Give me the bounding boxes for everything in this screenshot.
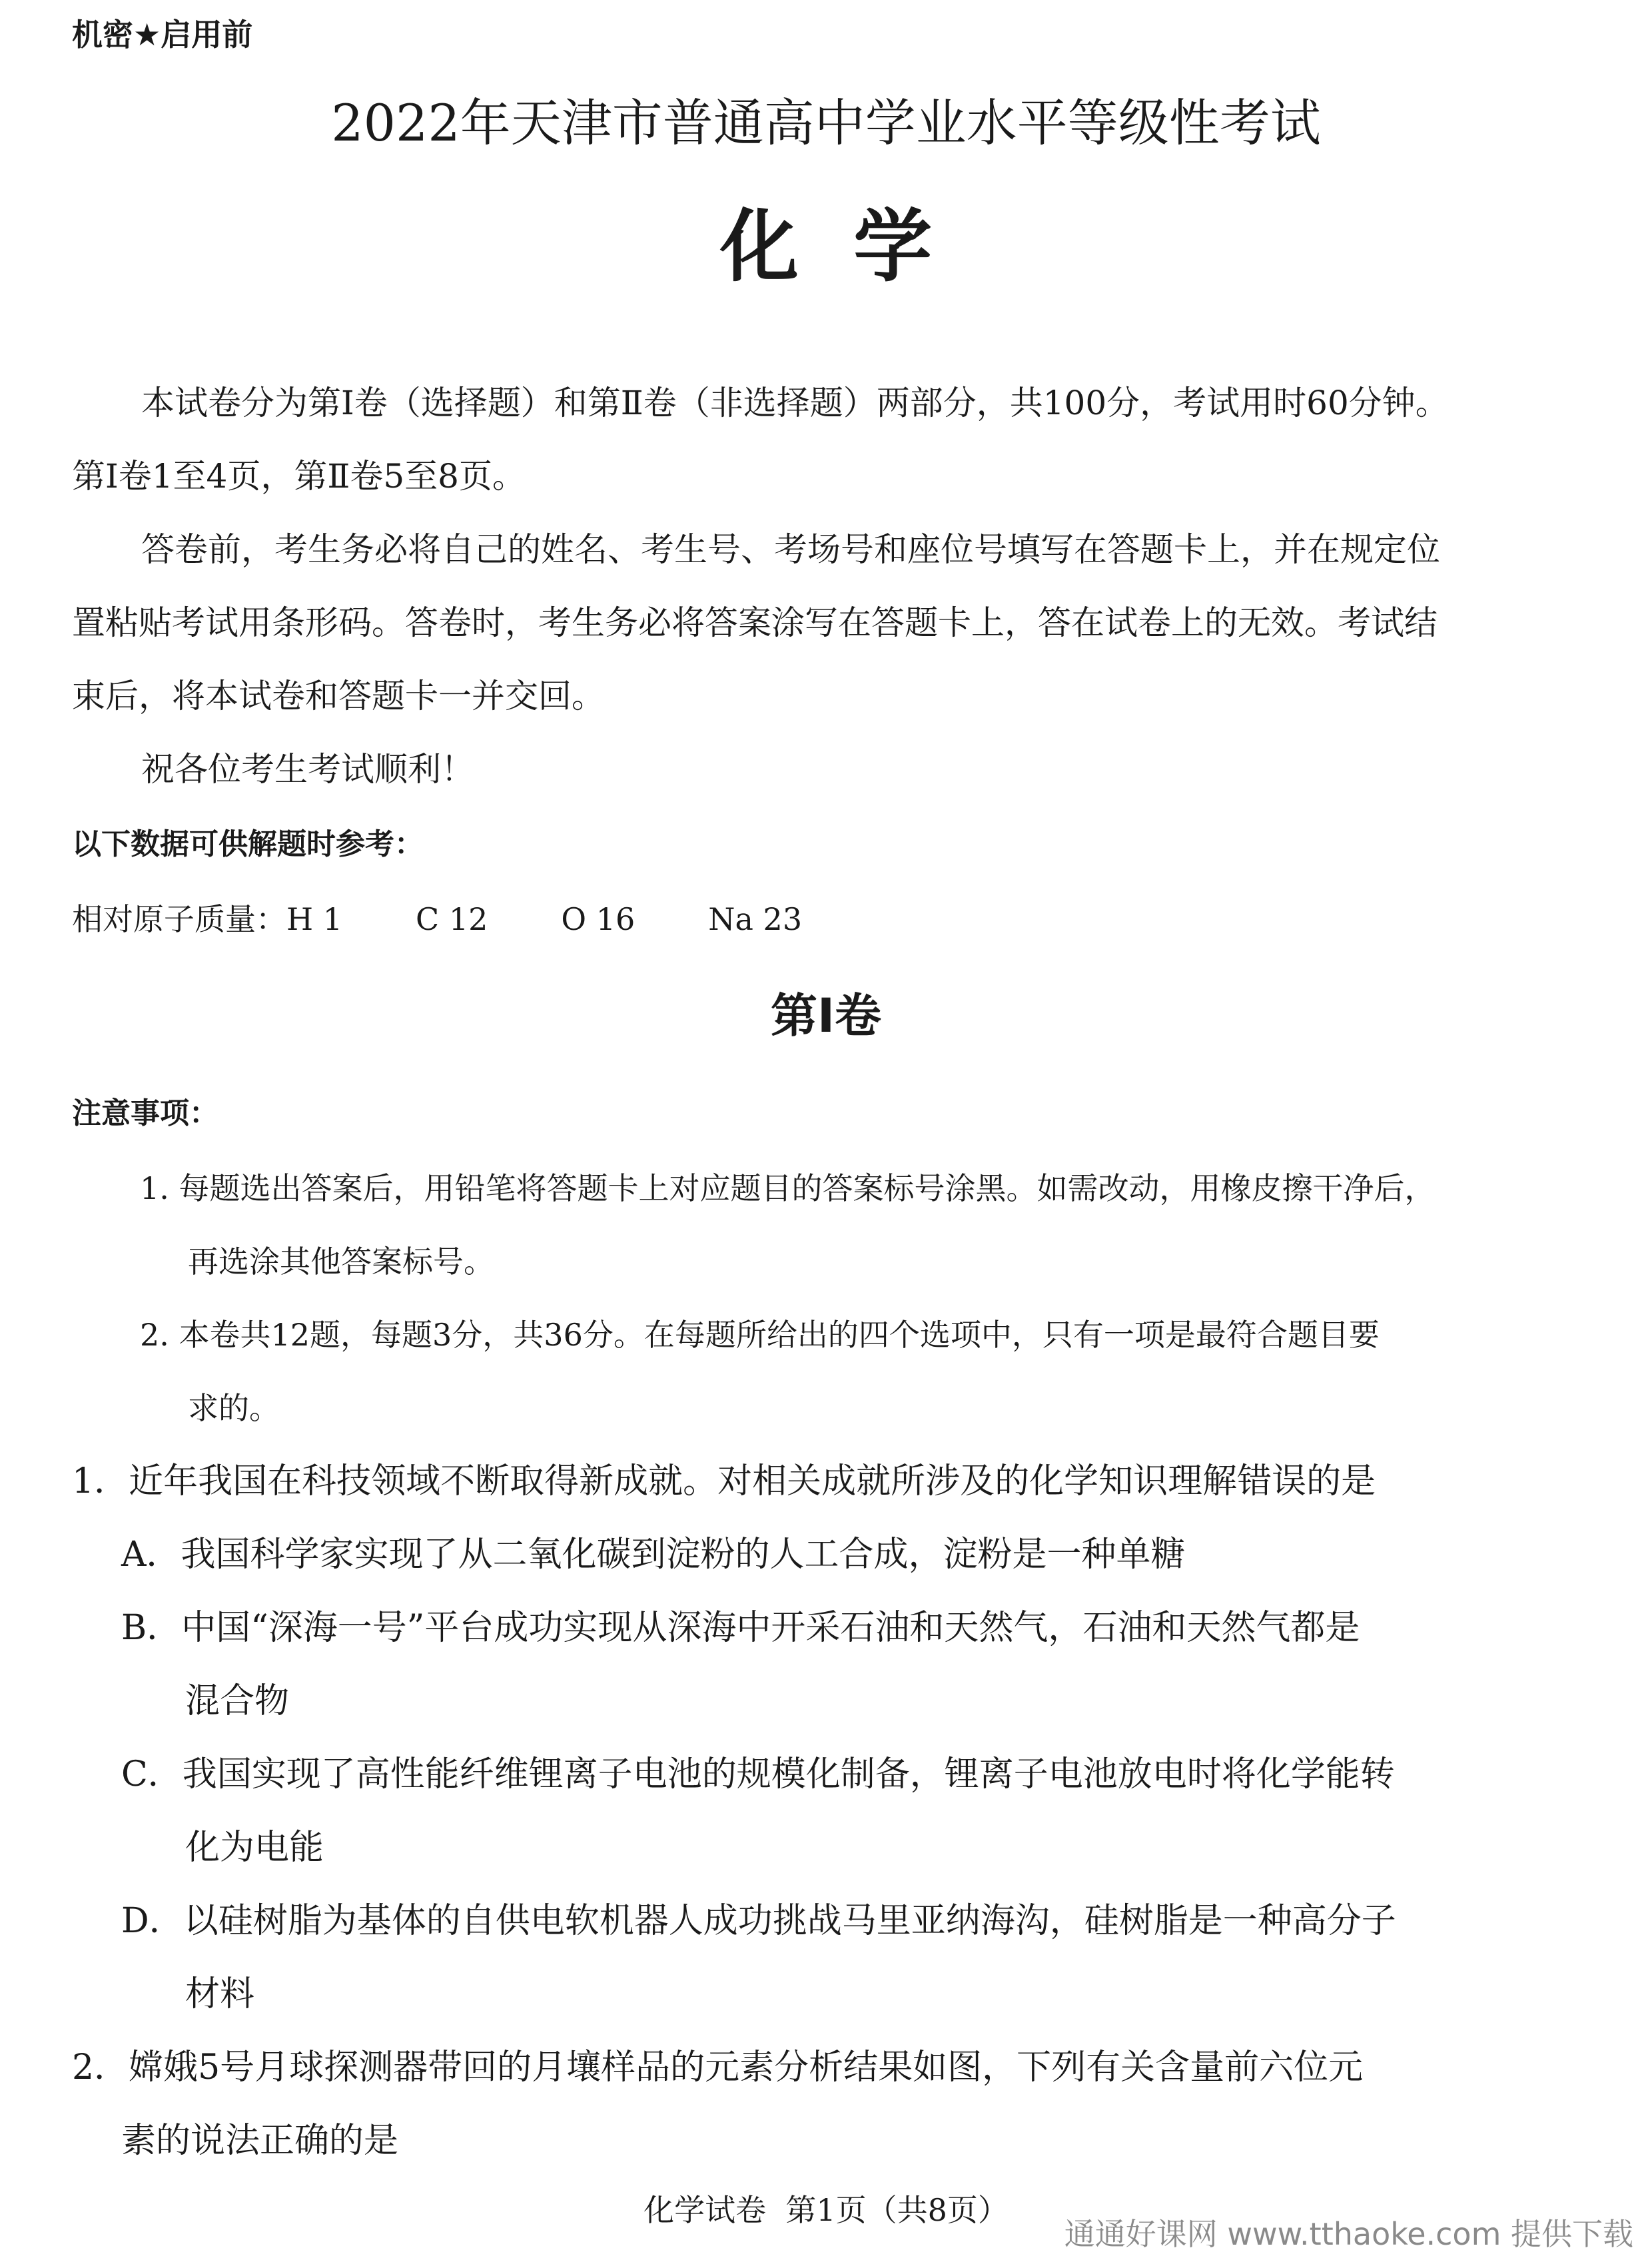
question-2-stem-line-1: 2．嫦娥5号月球探测器带回的月壤样品的元素分析结果如图，下列有关含量前六位元: [72, 2048, 1364, 2087]
exam-title: 2022年天津市普通高中学业水平等级性考试: [331, 93, 1321, 153]
atomic-mass-h: H 1: [286, 901, 343, 937]
download-watermark: 通通好课网 www.tthaoke.com 提供下载: [1064, 2216, 1633, 2252]
atomic-mass-label: 相对原子质量：: [72, 901, 286, 937]
note-2-line-1: 2. 本卷共12题，每题3分，共36分。在每题所给出的四个选项中，只有一项是最符合题目要: [140, 1317, 1380, 1353]
note-2-line-2: 求的。: [188, 1390, 280, 1426]
question-1-option-c-line-2: 化为电能: [185, 1828, 324, 1868]
question-1-option-b-line-2: 混合物: [185, 1681, 290, 1721]
section-title: 第Ⅰ卷: [770, 988, 882, 1043]
question-1-stem: 1．近年我国在科技领域不断取得新成就。对相关成就所涉及的化学知识理解错误的是: [72, 1461, 1376, 1501]
intro-paragraph-1-line-1: 本试卷分为第Ⅰ卷（选择题）和第Ⅱ卷（非选择题）两部分，共100分，考试用时60分钟。: [141, 384, 1449, 422]
intro-paragraph-1-line-2: 第Ⅰ卷1至4页，第Ⅱ卷5至8页。: [72, 457, 526, 496]
note-1-line-2: 再选涂其他答案标号。: [188, 1244, 494, 1280]
intro-paragraph-2-line-1: 答卷前，考生务必将自己的姓名、考生号、考场号和座位号填写在答题卡上，并在规定位: [141, 530, 1440, 569]
subject-title: 化 学: [719, 200, 933, 292]
question-2-stem-line-2: 素的说法正确的是: [121, 2121, 399, 2161]
question-1-option-a: A．我国科学家实现了从二氧化碳到淀粉的人工合成，淀粉是一种单糖: [121, 1535, 1186, 1575]
intro-paragraph-2-line-3: 束后，将本试卷和答题卡一并交回。: [72, 677, 605, 715]
atomic-mass-o: O 16: [561, 901, 635, 937]
notes-heading: 注意事项：: [72, 1096, 218, 1130]
question-1-option-b-line-1: B．中国“深海一号”平台成功实现从深海中开采石油和天然气，石油和天然气都是: [121, 1608, 1360, 1648]
note-1-line-1: 1. 每题选出答案后，用铅笔将答题卡上对应题目的答案标号涂黑。如需改动，用橡皮擦干净后，: [140, 1170, 1436, 1206]
intro-paragraph-3: 祝各位考生考试顺利！: [141, 750, 474, 789]
question-1-option-d-line-2: 材料: [185, 1974, 255, 2014]
page-footer: 化学试卷 第1页（共8页）: [643, 2192, 1009, 2228]
atomic-mass-line: [72, 898, 802, 941]
question-1-option-d-line-1: D．以硅树脂为基体的自供电软机器人成功挑战马里亚纳海沟，硅树脂是一种高分子: [121, 1901, 1396, 1941]
confidential-mark: 机密★启用前: [72, 17, 253, 53]
reference-heading: 以下数据可供解题时参考：: [72, 827, 424, 861]
atomic-mass-na: Na 23: [708, 901, 803, 937]
intro-paragraph-2-line-2: 置粘贴考试用条形码。答卷时，考生务必将答案涂写在答题卡上，答在试卷上的无效。考试结: [72, 603, 1438, 642]
question-1-option-c-line-1: C．我国实现了高性能纤维锂离子电池的规模化制备，锂离子电池放电时将化学能转: [121, 1754, 1395, 1794]
atomic-mass-c: C 12: [416, 901, 488, 937]
